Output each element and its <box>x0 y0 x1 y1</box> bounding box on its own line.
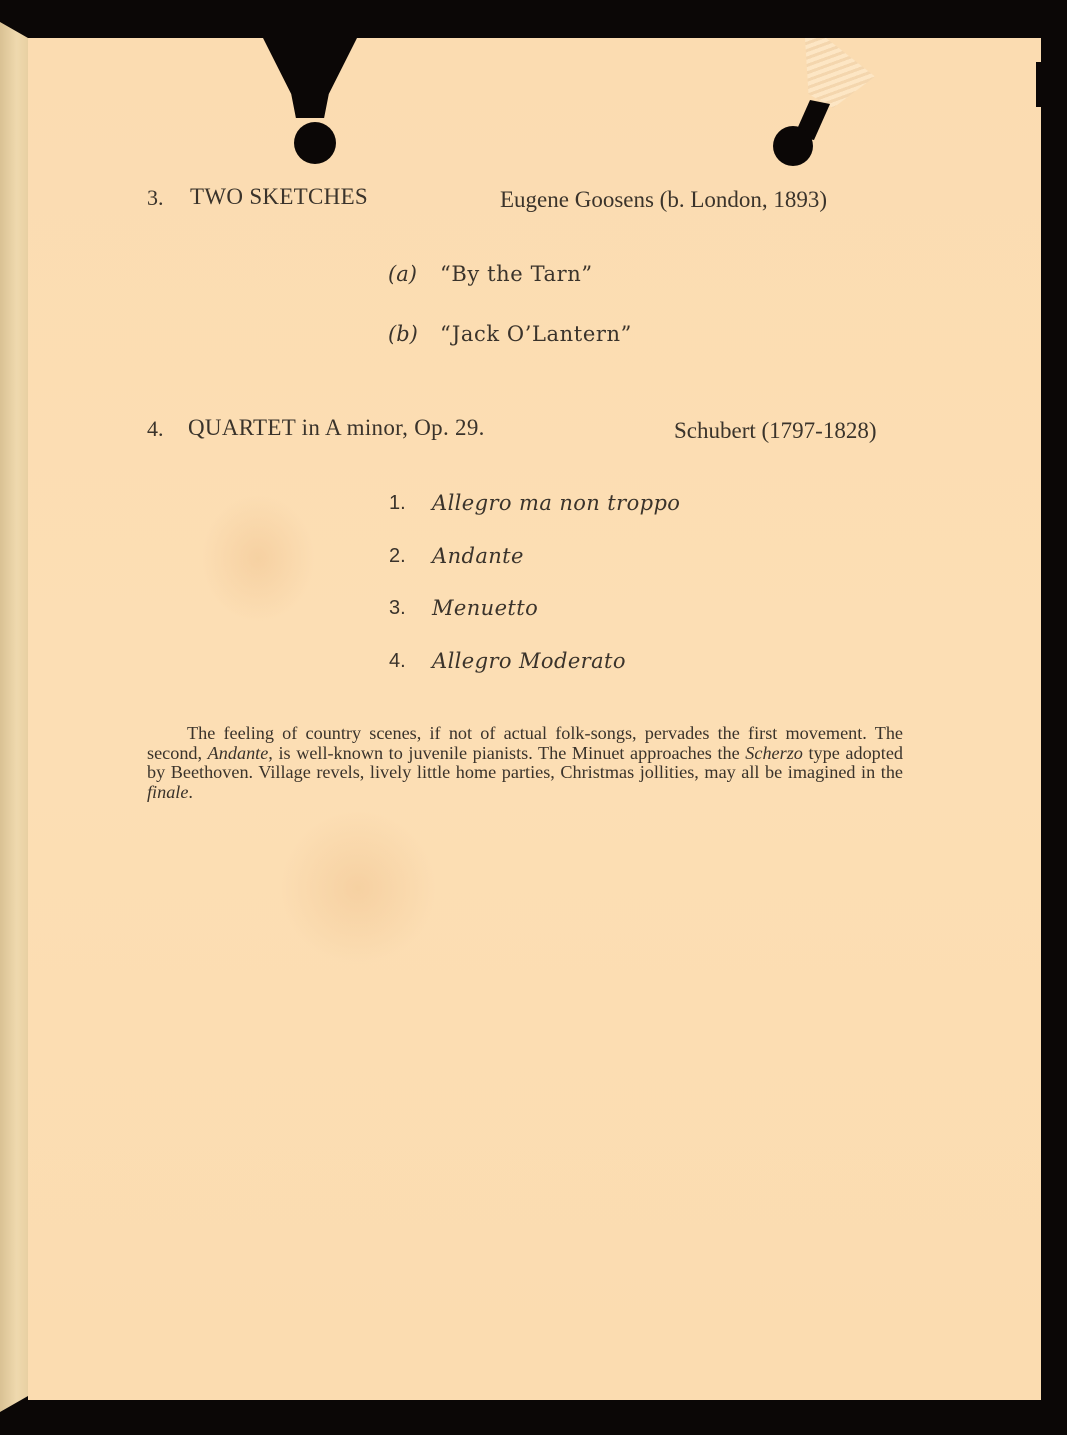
program-item-composer: Schubert (1797-1828) <box>674 418 877 443</box>
movement-title: Allegro Moderato <box>432 649 626 673</box>
movement-number: 1. <box>389 492 406 514</box>
sketch-title: “By the Tarn” <box>440 262 593 286</box>
program-item-composer: Eugene Goosens (b. London, 1893) <box>500 187 828 212</box>
movement-number: 4. <box>389 650 406 672</box>
punched-hole-right <box>773 126 813 166</box>
note-text: type adopted by Beethoven. Village revels, lively little home parties, Christmas jollities, may all be imagined in the <box>147 742 903 782</box>
movement-title: Allegro ma non troppo <box>432 491 681 515</box>
note-text: The feeling of country scenes, if not of actual folk-songs, pervades the first movement. The second, <box>147 723 903 763</box>
movement-title: Andante <box>432 544 524 568</box>
program-note <box>147 724 903 802</box>
program-item-number: 3. <box>147 185 164 210</box>
program-item-number: 4. <box>147 416 164 441</box>
sketch-label: (a) <box>388 262 417 286</box>
book-spine-edge <box>0 22 28 1412</box>
movement-number: 2. <box>389 545 406 567</box>
sketch-title: “Jack O’Lantern” <box>440 322 632 346</box>
note-emphasis: Andante, <box>207 742 273 763</box>
program-item-title: TWO SKETCHES <box>190 184 369 209</box>
program-item-title: QUARTET in A minor, Op. 29. <box>188 415 485 440</box>
movement-title: Menuetto <box>432 596 539 620</box>
note-emphasis: finale <box>147 781 189 802</box>
note-text: is well-known to juvenile pianists. The Minuet approaches the <box>272 742 746 763</box>
program-page <box>28 38 1041 1400</box>
punched-hole-left <box>294 122 336 164</box>
sketch-label: (b) <box>388 322 418 346</box>
movement-number: 3. <box>389 597 406 619</box>
page-edge-notch <box>1036 62 1044 107</box>
note-text: . <box>188 781 193 802</box>
note-emphasis: Scherzo <box>745 742 803 763</box>
